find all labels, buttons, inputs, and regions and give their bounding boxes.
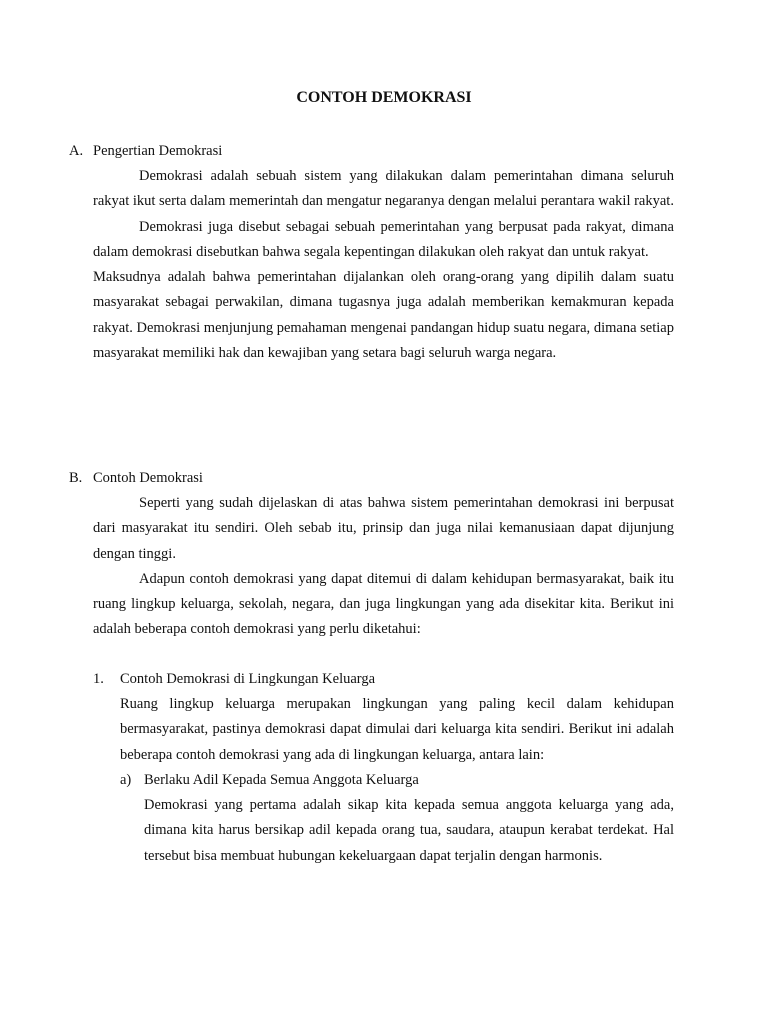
item-1-marker: 1. bbox=[93, 671, 104, 687]
section-a-paragraph-1: Demokrasi adalah sebuah sistem yang dilakukan dalam pemerintahan dimana seluruh rakyat ikut serta dalam memerintah dan mengatur negaranya dengan melalui perantara wakil rakyat. bbox=[93, 168, 674, 210]
sub-item-a-body bbox=[144, 793, 674, 869]
section-b-title: Contoh Demokrasi bbox=[93, 470, 203, 486]
sub-item-a-title: Berlaku Adil Kepada Semua Anggota Keluarga bbox=[144, 772, 419, 788]
section-a-paragraph-2: Demokrasi juga disebut sebagai sebuah pemerintahan yang berpusat pada rakyat, dimana dalam demokrasi disebutkan bahwa segala kepentingan dilakukan oleh rakyat dan untuk rakyat. bbox=[93, 218, 674, 260]
section-a-marker: A. bbox=[69, 143, 84, 159]
item-1-title: Contoh Demokrasi di Lingkungan Keluarga bbox=[120, 671, 376, 687]
item-1-body bbox=[120, 692, 674, 768]
section-b-marker: B. bbox=[69, 470, 83, 486]
sub-item-a-paragraph: Demokrasi yang pertama adalah sikap kita kepada semua anggota keluarga yang ada, dimana kita harus bersikap adil kepada orang tua, saudara, ataupun kerabat terdekat. Hal tersebut bisa membuat hubungan kekeluargaan dapat terjalin dengan harmonis. bbox=[144, 797, 674, 864]
section-a-paragraph-3: Maksudnya adalah bahwa pemerintahan dijalankan oleh orang-orang yang dipilih dalam suatu masyarakat sebagai perwakilan, dimana tugasnya juga adalah memberikan kemakmuran kepada rakyat. Demokrasi menjunjung pemahaman mengenai pandangan hidup suatu negara, dimana setiap masyarakat memiliki hak dan kewajiban yang setara bagi seluruh warga negara. bbox=[93, 269, 674, 362]
item-1-paragraph: Ruang lingkup keluarga merupakan lingkungan yang paling kecil dalam kehidupan bermasyarakat, pastinya demokrasi dapat dimulai dari keluarga kita sendiri. Berikut ini adalah beberapa contoh demokrasi yang ada di lingkungan keluarga, antara lain: bbox=[120, 696, 674, 763]
page-title: CONTOH DEMOKRASI bbox=[296, 89, 472, 106]
sub-item-a-marker: a) bbox=[120, 772, 132, 788]
section-a-body bbox=[93, 164, 674, 366]
section-b-body bbox=[93, 491, 674, 643]
section-b-paragraph-1: Seperti yang sudah dijelaskan di atas bahwa sistem pemerintahan demokrasi ini berpusat dari masyarakat itu sendiri. Oleh sebab itu, prinsip dan juga nilai kemanusiaan dapat dijunjung dengan tinggi. bbox=[93, 495, 674, 562]
section-b-paragraph-2: Adapun contoh demokrasi yang dapat ditemui di dalam kehidupan bermasyarakat, baik itu ruang lingkup keluarga, sekolah, negara, dan juga lingkungan yang ada disekitar kita. Berikut ini adalah beberapa contoh demokrasi yang perlu diketahui: bbox=[93, 570, 674, 638]
section-a-title: Pengertian Demokrasi bbox=[93, 143, 223, 159]
